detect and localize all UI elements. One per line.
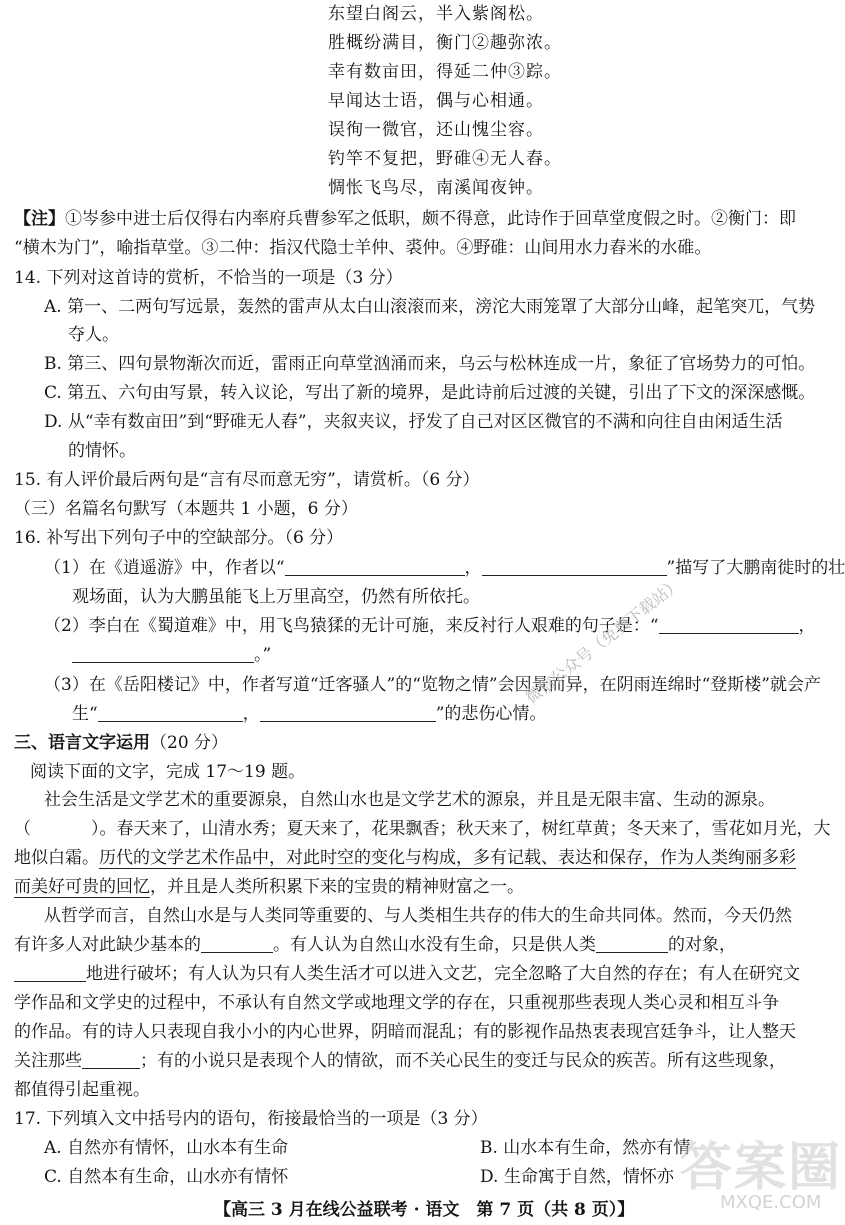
fill-text: ， [798,616,816,636]
fill-text: 生“ [72,704,98,724]
option-a: A. 第一、二两句写远景，轰然的雷声从太白山滚滚而来，滂沱大雨笼罩了大部分山峰，起笔突兀，气势 [44,297,816,317]
annotation-tag: 【注】 [14,209,65,229]
fill-line-2 [44,614,816,638]
logo-domain: MXQE.COM [720,1192,822,1213]
passage-line: 的作品。有的诗人只表现自我小小的内心世界，阴暗而混乱；有的影视作品热衷表现宫廷争斗，让人整天 [14,1022,796,1042]
annotation-line [14,207,796,231]
passage-line [14,817,831,841]
answer-blank[interactable] [482,557,667,576]
answer-blank[interactable] [72,644,254,663]
fill-text: ， [242,704,260,724]
fill-line-1 [44,556,845,580]
passage-line: 社会生活是文学艺术的重要源泉，自然山水也是文学艺术的源泉，并且是无限丰富、生动的源泉。 [44,790,775,810]
passage-text: 地似白霜。 [14,848,99,868]
question-17-stem: 17. 下列填入文中括号内的语句，衔接最恰当的一项是（3 分） [14,1109,488,1129]
passage-line: 都值得引起重视。 [14,1080,150,1100]
fill-text: 。” [254,645,272,665]
answer-blank[interactable] [659,615,799,634]
fill-text: （2）李白在《蜀道难》中，用飞鸟猿猱的无计可施，来反衬行人艰难的句子是：“ [44,616,659,636]
answer-blank[interactable] [260,703,436,722]
passage-text: ，并且是人类所积累下来的宝贵的精神财富之一。 [150,877,524,897]
option-b: B. 第三、四句景物渐次而近，雷雨正向草堂汹涌而来，乌云与松林连成一片，象征了官场势力的可怕。 [44,354,816,374]
answer-blank[interactable] [98,703,243,722]
answer-blank[interactable] [82,1050,140,1069]
poem-line: 误徇一微官，还山愧尘容。 [328,120,544,140]
option-d: D. 从“幸有数亩田”到“野碓无人舂”，夹叙夹议，抒发了自己对区区微官的不满和向往自由闲适生活 [44,412,783,432]
option-b: B. 山水本有生命，然亦有情 [480,1138,691,1158]
poem-line: 早闻达士语，偶与心相通。 [328,91,544,111]
fill-text: ”的悲伤心情。 [435,704,547,724]
passage-line: 学作品和文学史的过程中，不承认有自然文学或地理文学的存在，只重视那些表现人类心灵和相互斗争 [14,993,779,1013]
fill-line-3-cont [72,702,546,726]
option-a: A. 自然亦有情怀，山水本有生命 [44,1138,289,1158]
underlined-sentence: 历代的文学艺术作品中，对此时空的变化与构成，多有记载、表达和保存，作为人类绚丽多彩 [99,848,796,868]
poem-line: 胜概纷满目，衡门②趣弥浓。 [328,33,562,53]
fill-line-2-cont [72,643,271,667]
answer-blank[interactable] [596,934,668,953]
answer-blank[interactable] [14,963,86,982]
fill-line-1-cont: 观场面，认为大鹏虽能飞上万里高空，仍然有所依托。 [72,587,480,607]
passage-text: 的对象， [668,935,736,955]
section-points: （20 分） [150,733,229,753]
section-title: 三、语言文字运用 [14,733,150,753]
passage-text: 地进行破坏；有人认为只有人类生活才可以进入文艺，完全忽略了大自然的存在；有人在研究文 [86,964,800,984]
answer-blank[interactable] [285,557,465,576]
watermark-text: 微信公众号（免费下载站） [521,574,685,708]
section-heading: （三）名篇名句默写（本题共 1 小题，6 分） [14,499,358,519]
section-heading [14,731,228,755]
paren-open: （ [14,819,31,839]
annotation-text: ①岑参中进士后仅得右内率府兵曹参军之低职，颇不得意，此诗作于回草堂度假之时。②衡门：即 [65,209,796,229]
poem-line: 幸有数亩田，得延二仲③踪。 [328,62,562,82]
passage-text: 有许多人对此缺少基本的 [14,935,201,955]
passage-line [14,933,736,957]
footer-exam: 【高三 3 月在线公益联考 · [214,1200,426,1220]
question-15: 15. 有人评价最后两句是“言有尽而意无穷”，请赏析。（6 分） [14,470,480,490]
passage-line [14,962,800,986]
fill-text: ”描写了大鹏南徙时的壮 [666,558,845,578]
logo-mark: 答案圈 [680,1138,843,1198]
footer-subject: 语文 [425,1200,460,1220]
fill-text: ， [464,558,482,578]
question-16-stem: 16. 补写出下列句子中的空缺部分。（6 分） [14,528,344,548]
poem-line: 钓竿不复把，野碓④无人舂。 [328,149,562,169]
footer-page: 第 7 页（共 8 页）】 [459,1200,635,1220]
passage-text: 。有人认为自然山水没有生命，只是供人类 [273,935,596,955]
question-14-stem: 14. 下列对这首诗的赏析，不恰当的一项是（3 分） [14,268,403,288]
passage-text: ）。春天来了，山清水秀；夏天来了，花果飘香；秋天来了，树红草黄；冬天来了，雪花如月光，大 [91,819,831,839]
site-logo-watermark [660,1120,845,1225]
option-d-cont: 的情怀。 [68,441,136,461]
option-c: C. 自然本有生命，山水亦有情怀 [44,1167,289,1187]
passage-text: ；有的小说只是表现个人的情欲，而不关心民生的变迁与民众的疾苦。所有这些现象， [140,1051,786,1071]
passage-line [14,1049,786,1073]
page-footer [214,1198,634,1222]
underlined-sentence: 而美好可贵的回忆 [14,877,150,897]
fill-line-3: （3）在《岳阳楼记》中，作者写道“迁客骚人”的“览物之情”会因景而异，在阴雨连绵时“登斯楼”就会产 [44,675,821,695]
annotation-line: “横木为门”，喻指草堂。③二仲：指汉代隐士羊仲、裘仲。④野碓：山间用水力舂米的水碓。 [14,238,712,258]
answer-blank[interactable] [201,934,273,953]
option-a-cont: 夺人。 [68,325,119,345]
poem-line: 惆怅飞鸟尽，南溪闻夜钟。 [328,178,544,198]
passage-line [14,875,524,899]
reading-intro: 阅读下面的文字，完成 17～19 题。 [30,762,306,782]
passage-line: 从哲学而言，自然山水是与人类同等重要的、与人类相生共存的伟大的生命共同体。然而，今天仍然 [44,906,792,926]
passage-line [14,846,796,870]
option-d: D. 生命寓于自然，情怀亦 [480,1167,674,1187]
option-c: C. 第五、六句由写景，转入议论，写出了新的境界，是此诗前后过渡的关键，引出了下文的深深感慨。 [44,383,816,403]
fill-text: （1）在《逍遥游》中，作者以“ [44,558,285,578]
poem-line: 东望白阁云，半入紫阁松。 [328,4,544,24]
passage-text: 关注那些 [14,1051,82,1071]
